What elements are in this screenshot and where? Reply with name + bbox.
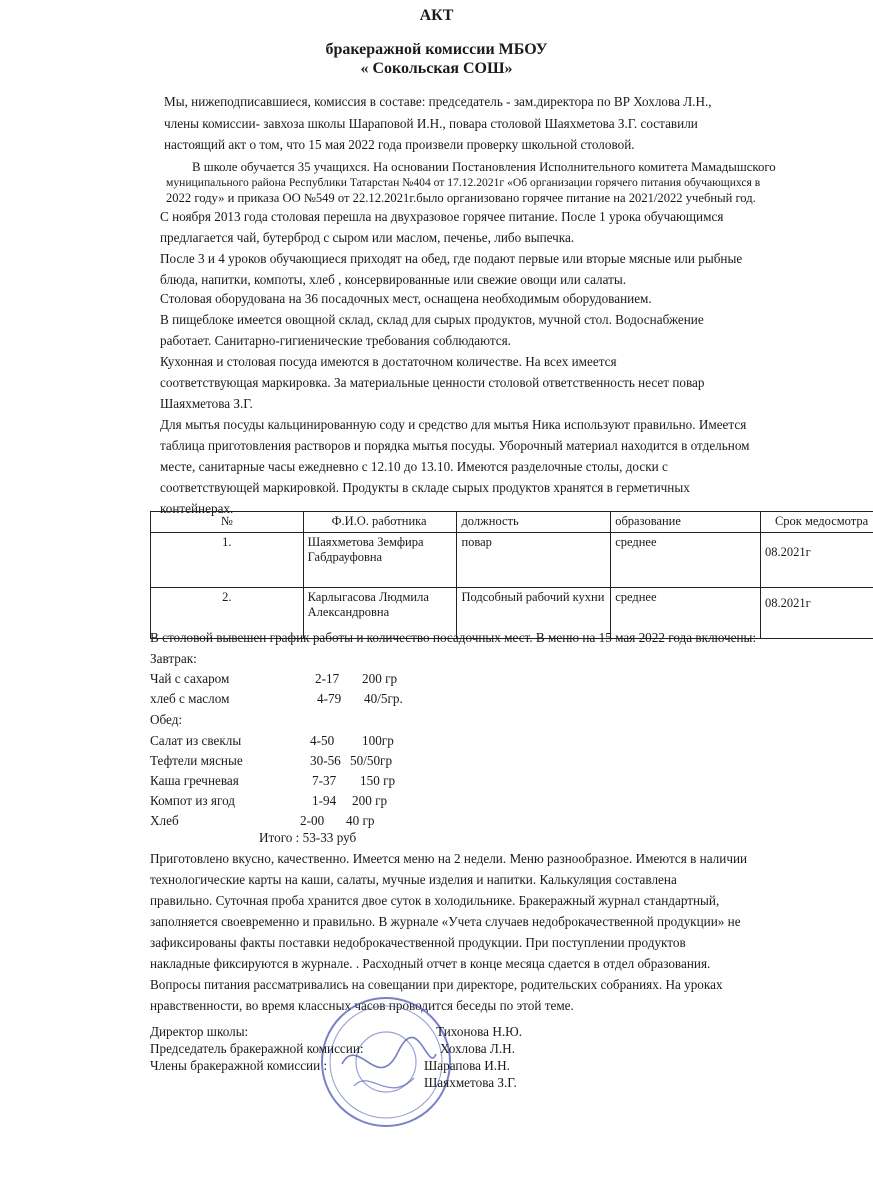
table-header-row: [151, 512, 873, 533]
menu-item-name: Чай с сахаром: [150, 671, 230, 686]
body-line: соответствующая маркировка. За материальные ценности столовой ответственность несет повар: [160, 375, 705, 390]
table-row: [151, 533, 873, 588]
body-line: блюда, напитки, компоты, хлеб , консервированные или свежие овощи или салаты.: [160, 272, 627, 287]
menu-intro: В столовой вывешен график работы и количество посадочных мест. В меню на 15 мая 2022 года включены:: [150, 630, 757, 645]
body-line: Мы, нижеподписавшиеся, комиссия в составе: председатель - зам.директора по ВР Хохлова Л.Н.,: [164, 94, 712, 109]
menu-item-price: 7-37: [312, 773, 337, 788]
table-cell: Шаяхметова Земфира Габдрауфовна: [303, 533, 457, 588]
body-line: соответствующей маркировкой. Продукты в складе сырых продуктов хранятся в герметичных: [160, 480, 690, 495]
body-line: предлагается чай, бутерброд с сыром или маслом, печенье, либо выпечка.: [160, 230, 575, 245]
menu-item-name: Компот из ягод: [150, 793, 235, 808]
body-line: Для мытья посуды кальцинированную соду и средство для мытья Ника используют правильно. Имеется: [160, 417, 747, 432]
body-line: контейнерах.: [160, 501, 234, 516]
menu-item-portion: 200 гр: [362, 671, 398, 686]
menu-item: [150, 813, 550, 829]
table-cell: повар: [457, 533, 611, 588]
menu-item-name: Каша гречневая: [150, 773, 239, 788]
staff-table: [150, 511, 873, 639]
table-cell: 1.: [151, 533, 304, 588]
table-header-cell: Ф.И.О. работника: [303, 512, 457, 533]
signature-role: Директор школы:: [150, 1024, 249, 1039]
menu-total: Итого : 53-33 руб: [259, 830, 357, 845]
body-line: месте, санитарные часы ежедневно с 12.10 до 13.10. Имеются разделочные столы, доски с: [160, 459, 668, 474]
menu-item-portion: 40/5гр.: [364, 691, 403, 706]
conclusion-line: нравственности, во время классных часов проводится беседы по этой теме.: [150, 998, 574, 1013]
body-line: работает. Санитарно-гигиенические требования соблюдаются.: [160, 333, 511, 348]
menu-item-price: 1-94: [312, 793, 337, 808]
breakfast-label: Завтрак:: [150, 651, 197, 666]
doc-title: АКТ: [419, 7, 454, 24]
signature-role: Члены бракеражной комиссии :: [150, 1058, 328, 1073]
menu-item-price: 2-17: [315, 671, 340, 686]
body-line: таблица приготовления растворов и порядка мытья посуды. Уборочный материал находится в отдельном: [160, 438, 750, 453]
conclusion-line: накладные фиксируются в журнале. . Расходный отчет в конце месяца сдается в отдел образования.: [150, 956, 711, 971]
table-cell: 08.2021г: [760, 533, 873, 588]
lunch-label: Обед:: [150, 712, 183, 727]
body-line: Кухонная и столовая посуда имеются в достаточном количестве. На всех имеется: [160, 354, 617, 369]
menu-item-name: хлеб с маслом: [150, 691, 230, 706]
signature-name: Шарапова И.Н.: [424, 1058, 510, 1073]
menu-item-portion: 100гр: [362, 733, 394, 748]
body-line: После 3 и 4 уроков обучающиеся приходят на обед, где подают первые или вторые мясные или рыбные: [160, 251, 743, 266]
menu-item-price: 2-00: [300, 813, 325, 828]
conclusion-line: заполняется своевременно и правильно. В журнале «Учета случаев недоброкачественной продукции» не: [150, 914, 741, 929]
signature-name: Тихонова Н.Ю.: [436, 1024, 522, 1039]
signature-name: Шаяхметова З.Г.: [424, 1075, 517, 1090]
menu-item: [150, 733, 550, 749]
menu-item: [150, 691, 550, 707]
body-line: муниципального района Республики Татарстан №404 от 17.12.2021г «Об организации горячего питания обучающихся в: [166, 176, 761, 189]
menu-item-portion: 50/50гр: [350, 753, 393, 768]
conclusion-line: Приготовлено вкусно, качественно. Имеется меню на 2 недели. Меню разнообразное. Имеются в наличии: [150, 851, 748, 866]
signature-name: Хохлова Л.Н.: [440, 1041, 515, 1056]
body-line: 2022 году» и приказа ОО №549 от 22.12.2021г.было организовано горячее питание на 2021/2022 учебный год.: [166, 191, 756, 205]
table-cell: Карлыгасова Людмила Александровна: [303, 588, 457, 639]
menu-item: [150, 671, 550, 687]
menu-item-name: Хлеб: [150, 813, 179, 828]
body-line: В пищеблоке имеется овощной склад, склад для сырых продуктов, мучной стол. Водоснабжение: [160, 312, 704, 327]
table-header-cell: №: [151, 512, 304, 533]
conclusion-line: технологические карты на каши, салаты, мучные изделия и напитки. Калькуляция составлена: [150, 872, 677, 887]
conclusion-line: правильно. Суточная проба хранится двое суток в холодильнике. Бракеражный журнал стандартный,: [150, 893, 720, 908]
table-header-cell: Срок медосмотра: [760, 512, 873, 533]
doc-school-name: « Сокольская СОШ»: [360, 60, 513, 77]
body-line: члены комиссии- завхоза школы Шараповой И.Н., повара столовой Шаяхметова З.Г. составили: [164, 116, 698, 131]
menu-item-portion: 150 гр: [360, 773, 396, 788]
table-header-cell: должность: [457, 512, 611, 533]
menu-item: [150, 773, 550, 789]
table-cell: 2.: [151, 588, 304, 639]
signature-role: Председатель бракеражной комиссии:: [150, 1041, 364, 1056]
body-line: Шаяхметова З.Г.: [160, 396, 253, 411]
menu-item: [150, 793, 550, 809]
menu-item-price: 30-56: [310, 753, 341, 768]
menu-item-portion: 200 гр: [352, 793, 388, 808]
body-line: Столовая оборудована на 36 посадочных мест, оснащена необходимым оборудованием.: [160, 291, 652, 306]
menu-item-name: Салат из свеклы: [150, 733, 242, 748]
table-cell: Подсобный рабочий кухни: [457, 588, 611, 639]
body-line: В школе обучается 35 учащихся. На основании Постановления Исполнительного комитета Мамадышского: [192, 160, 776, 174]
menu-item-name: Тефтели мясные: [150, 753, 243, 768]
menu-item: [150, 753, 550, 769]
body-line: настоящий акт о том, что 15 мая 2022 года произвели проверку школьной столовой.: [164, 137, 635, 152]
conclusion-line: зафиксированы факты поставки недоброкачественной продукции. При поступлении продуктов: [150, 935, 686, 950]
table-cell: среднее: [611, 533, 761, 588]
body-line: С ноября 2013 года столовая перешла на двухразовое горячее питание. После 1 урока обучающимся: [160, 209, 724, 224]
conclusion-line: Вопросы питания рассматривались на совещании при директоре, родительских собраниях. На уроках: [150, 977, 723, 992]
doc-subtitle: бракеражной комиссии МБОУ: [325, 41, 548, 58]
table-header-cell: образование: [611, 512, 761, 533]
table-cell: 08.2021г: [760, 588, 873, 639]
table-cell: среднее: [611, 588, 761, 639]
menu-item-portion: 40 гр: [346, 813, 375, 828]
menu-item-price: 4-50: [310, 733, 335, 748]
menu-item-price: 4-79: [317, 691, 342, 706]
